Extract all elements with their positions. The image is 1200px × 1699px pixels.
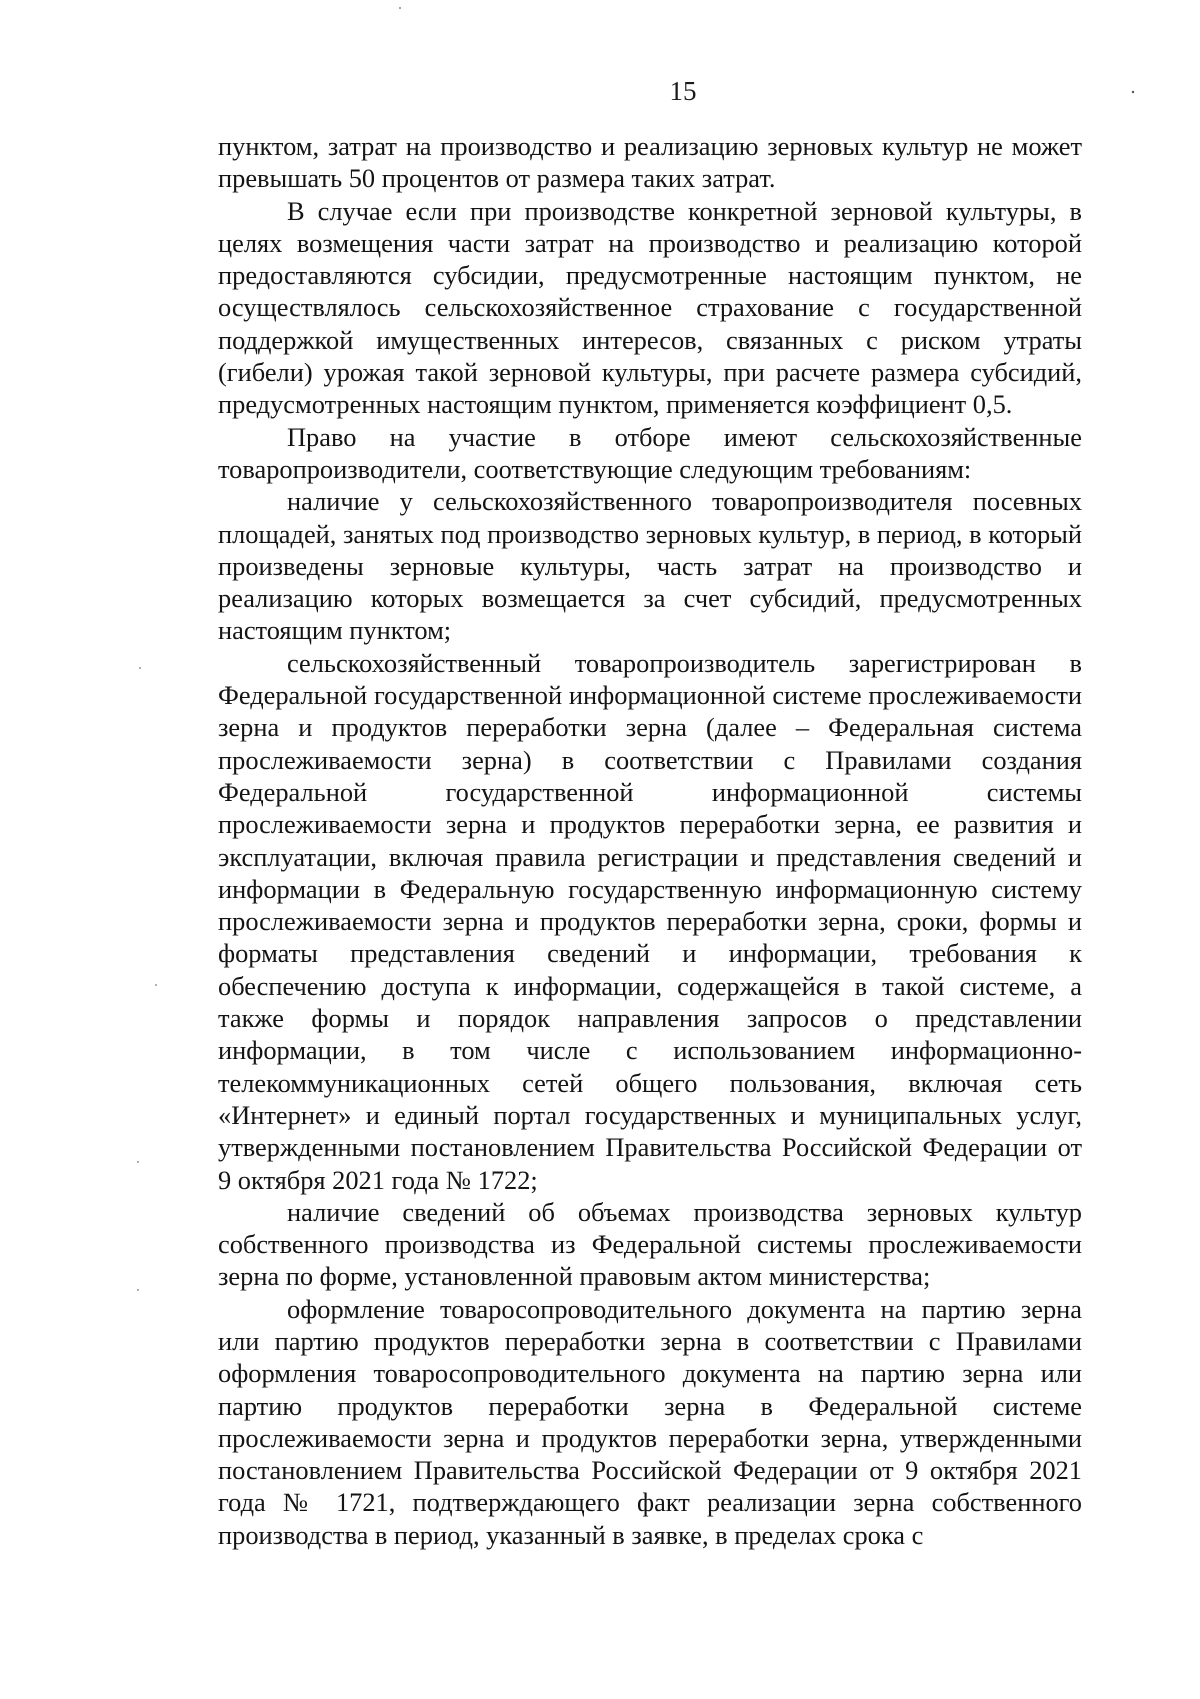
scan-speck bbox=[399, 7, 401, 9]
paragraph-requirement-production-data: наличие сведений об объемах производства зерновых культур собственного производства из Федеральной системы прослеживаемости зерна по форме, установленной правовым актом министерства; bbox=[218, 1196, 1082, 1292]
paragraph-eligibility: Право на участие в отборе имеют сельскохозяйственные товаропроизводители, соответствующие следующим требованиям: bbox=[218, 421, 1082, 484]
page-number: 15 bbox=[669, 76, 697, 106]
scan-speck bbox=[137, 1161, 139, 1163]
paragraph-coefficient: В случае если при производстве конкретной зерновой культуры, в целях возмещения части затрат на производство и реализацию которой предоставляются субсидии, предусмотренные настоящим пунктом, не осуществлялось сельскохозяйственное страхование с государственной поддержкой имущественных интересов, связанных с риском утраты (гибели) урожая такой зерновой культуры, при расчете размера субсидий, предусмотренных настоящим пунктом, применяется коэффициент 0,5. bbox=[218, 195, 1082, 420]
paragraph-requirement-shipping-document: оформление товаросопроводительного документа на партию зерна или партию продуктов переработки зерна в соответствии с Правилами оформления товаросопроводительного документа на партию зерна или партию продуктов переработки зерна в Федеральной системе прослеживаемости зерна и продуктов переработки зерна, утвержденными постановлением Правительства Российской Федерации от 9 октября 2021 года № 1721, подтверждающего факт реализации зерна собственного производства в период, указанный в заявке, в пределах срока с bbox=[218, 1293, 1082, 1550]
paragraph-requirement-registration: сельскохозяйственный товаропроизводитель зарегистрирован в Федеральной государственной информационной системе прослеживаемости зерна и продуктов переработки зерна (далее – Федеральная система прослеживаемости зерна) в соответствии с Правилами создания Федеральной государственной информационной системы прослеживаемости зерна и продуктов переработки зерна, ее развития и эксплуатации, включая правила регистрации и представления сведений и информации в Федеральную государственную информационную систему прослеживаемости зерна и продуктов переработки зерна, сроки, формы и форматы представления сведений и информации, требования к обеспечению доступа к информации, содержащейся в такой системе, а также формы и порядок направления запросов о представлении информации, в том числе с использованием информационно-телекоммуникационных сетей общего пользования, включая сеть «Интернет» и единый портал государственных и муниципальных услуг, утвержденными постановлением Правительства Российской Федерации от 9 октября 2021 года № 1722; bbox=[218, 647, 1082, 1195]
scan-speck bbox=[137, 1289, 139, 1291]
scan-speck bbox=[139, 667, 141, 669]
paragraph-continuation: пунктом, затрат на производство и реализацию зерновых культур не может превышать 50 процентов от размера таких затрат. bbox=[218, 131, 1082, 194]
paragraph-requirement-sown-areas: наличие у сельскохозяйственного товаропроизводителя посевных площадей, занятых под производство зерновых культур, в период, в который произведены зерновые культуры, часть затрат на производство и реализацию которых возмещается за счет субсидий, предусмотренных настоящим пунктом; bbox=[218, 486, 1082, 646]
document-body bbox=[218, 130, 1082, 1551]
scan-speck bbox=[155, 984, 157, 986]
